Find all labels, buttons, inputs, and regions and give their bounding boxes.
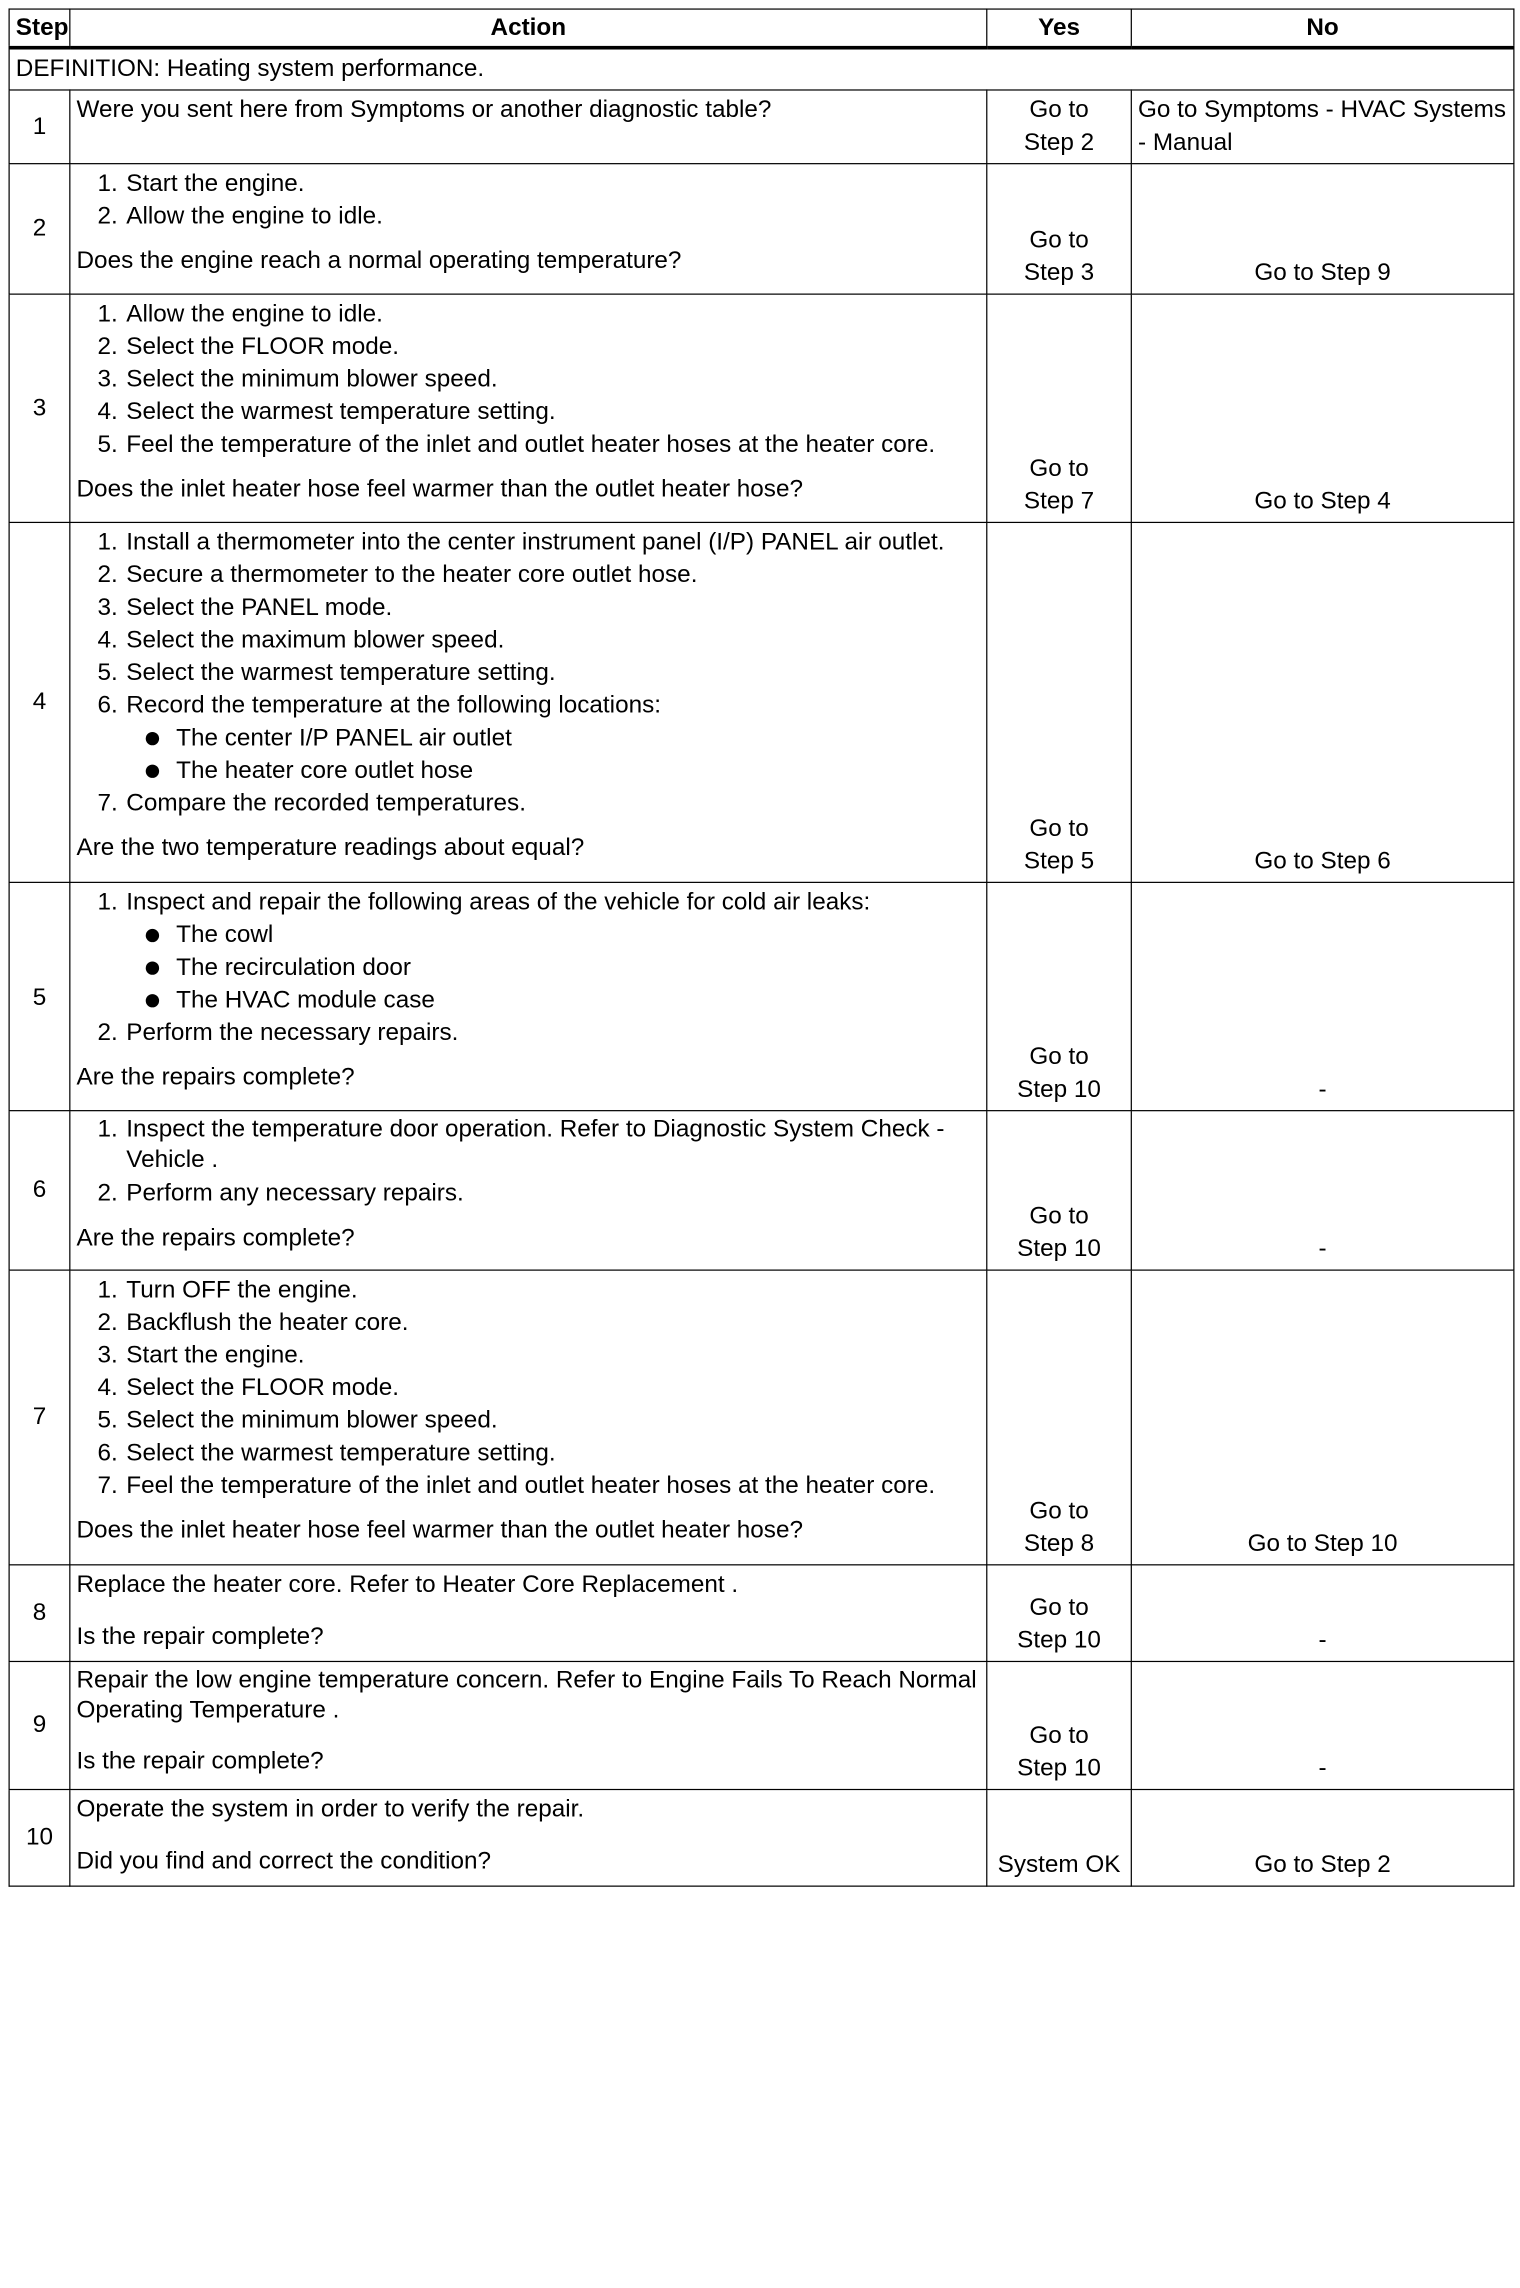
action-text: Were you sent here from Symptoms or another diagnostic table? <box>76 96 772 124</box>
no-cell: - <box>1131 1111 1514 1270</box>
question-text: Does the inlet heater hose feel warmer than the outlet heater hose? <box>76 475 803 503</box>
step-number: 7 <box>9 1270 70 1565</box>
header-step: Step <box>9 9 70 48</box>
question-text: Is the repair complete? <box>76 1623 324 1650</box>
action-text: Repair the low engine temperature concern. Refer to Engine Fails To Reach Normal Operating Temperature . <box>76 1666 977 1724</box>
table-row <box>9 294 1514 522</box>
yes-cell: Go to Step 10 <box>987 1111 1132 1270</box>
yes-cell: Go to Step 10 <box>987 882 1132 1110</box>
no-cell: Go to Symptoms - HVAC Systems - Manual <box>1131 90 1514 164</box>
action-cell <box>70 1111 987 1270</box>
bullet-list <box>126 919 980 1017</box>
yes-cell: Go to Step 10 <box>987 1565 1132 1662</box>
list-item: Feel the temperature of the inlet and outlet heater hoses at the heater core. <box>126 1472 936 1500</box>
no-cell: Go to Step 2 <box>1131 1790 1514 1887</box>
action-cell <box>70 90 987 164</box>
list-item: Select the maximum blower speed. <box>126 626 505 654</box>
header-no: No <box>1131 9 1514 48</box>
bullet-item: The heater core outlet hose <box>143 755 980 788</box>
list-item: Select the minimum blower speed. <box>126 1407 498 1434</box>
action-steps <box>77 1115 981 1210</box>
list-item: Perform the necessary repairs. <box>126 1019 459 1047</box>
table-row <box>9 1790 1514 1887</box>
table-row <box>9 882 1514 1110</box>
question-text: Did you find and correct the condition? <box>76 1848 492 1875</box>
list-item: Secure a thermometer to the heater core outlet hose. <box>126 561 698 589</box>
list-item: Feel the temperature of the inlet and outlet heater hoses at the heater core. <box>126 431 936 458</box>
list-item: Select the warmest temperature setting. <box>126 1439 556 1467</box>
definition-text: DEFINITION: Heating system performance. <box>9 48 1514 90</box>
no-cell: - <box>1131 1565 1514 1662</box>
action-text: Replace the heater core. Refer to Heater Core Replacement . <box>76 1571 739 1599</box>
list-item: Perform any necessary repairs. <box>126 1180 464 1207</box>
question-text: Are the repairs complete? <box>76 1064 355 1091</box>
step-number: 2 <box>9 164 70 294</box>
no-cell: - <box>1131 1661 1514 1789</box>
step-number: 9 <box>9 1661 70 1789</box>
table-row <box>9 90 1514 164</box>
yes-cell: Go to Step 10 <box>987 1661 1132 1789</box>
list-item-text: Record the temperature at the following locations: <box>126 692 661 719</box>
action-steps <box>77 168 981 233</box>
table-row <box>9 1111 1514 1270</box>
action-cell <box>70 882 987 1110</box>
step-number: 1 <box>9 90 70 164</box>
yes-cell: Go to Step 3 <box>987 164 1132 294</box>
list-item: Select the minimum blower speed. <box>126 365 498 393</box>
list-item <box>91 690 980 788</box>
question-text: Is the repair complete? <box>76 1747 324 1775</box>
list-item <box>91 887 980 1017</box>
list-item: Compare the recorded temperatures. <box>126 789 526 817</box>
list-item: Allow the engine to idle. <box>126 202 383 230</box>
bullet-item: The cowl <box>143 919 980 952</box>
no-cell: Go to Step 4 <box>1131 294 1514 522</box>
action-cell <box>70 1790 987 1887</box>
header-yes: Yes <box>987 9 1132 48</box>
list-item: Select the FLOOR mode. <box>126 333 400 360</box>
diagnostic-table <box>9 8 1515 1886</box>
list-item: Inspect the temperature door operation. Refer to Diagnostic System Check - Vehicle . <box>126 1116 945 1173</box>
no-cell: Go to Step 10 <box>1131 1270 1514 1565</box>
yes-cell: Go to Step 2 <box>987 90 1132 164</box>
table-row <box>9 164 1514 294</box>
table-row <box>9 1270 1514 1565</box>
definition-row <box>9 48 1514 90</box>
question-text: Are the repairs complete? <box>76 1224 355 1252</box>
list-item: Allow the engine to idle. <box>126 300 383 328</box>
header-row <box>9 9 1514 48</box>
yes-cell: System OK <box>987 1790 1132 1887</box>
yes-cell: Go to Step 7 <box>987 294 1132 522</box>
yes-cell: Go to Step 8 <box>987 1270 1132 1565</box>
list-item: Select the warmest temperature setting. <box>126 398 556 426</box>
header-action: Action <box>70 9 987 48</box>
list-item: Select the FLOOR mode. <box>126 1374 400 1402</box>
yes-cell: Go to Step 5 <box>987 522 1132 882</box>
step-number: 3 <box>9 294 70 522</box>
action-text: Operate the system in order to verify the repair. <box>76 1796 585 1823</box>
list-item: Select the warmest temperature setting. <box>126 659 556 687</box>
action-cell <box>70 294 987 522</box>
list-item: Backflush the heater core. <box>126 1309 409 1336</box>
question-text: Does the engine reach a normal operating temperature? <box>76 247 682 275</box>
bullet-list <box>126 722 980 787</box>
list-item-text: Inspect and repair the following areas of the vehicle for cold air leaks: <box>126 889 871 916</box>
action-cell <box>70 164 987 294</box>
action-steps <box>77 298 981 461</box>
list-item: Start the engine. <box>126 1341 305 1369</box>
no-cell: Go to Step 6 <box>1131 522 1514 882</box>
action-steps <box>77 1274 981 1502</box>
bullet-item: The HVAC module case <box>143 984 980 1017</box>
action-cell <box>70 1661 987 1789</box>
step-number: 5 <box>9 882 70 1110</box>
action-steps <box>77 887 981 1050</box>
bullet-item: The center I/P PANEL air outlet <box>143 722 980 755</box>
action-cell <box>70 1565 987 1662</box>
action-cell <box>70 522 987 882</box>
step-number: 10 <box>9 1790 70 1887</box>
question-text: Does the inlet heater hose feel warmer than the outlet heater hose? <box>76 1517 803 1544</box>
action-steps <box>77 527 981 821</box>
step-number: 8 <box>9 1565 70 1662</box>
step-number: 4 <box>9 522 70 882</box>
step-number: 6 <box>9 1111 70 1270</box>
table-row <box>9 522 1514 882</box>
action-cell <box>70 1270 987 1565</box>
bullet-item: The recirculation door <box>143 952 980 985</box>
table-row <box>9 1661 1514 1789</box>
list-item: Start the engine. <box>126 170 305 197</box>
no-cell: - <box>1131 882 1514 1110</box>
list-item: Select the PANEL mode. <box>126 594 393 621</box>
question-text: Are the two temperature readings about equal? <box>76 834 585 862</box>
list-item: Turn OFF the engine. <box>126 1276 358 1304</box>
list-item: Install a thermometer into the center instrument panel (I/P) PANEL air outlet. <box>126 529 945 556</box>
no-cell: Go to Step 9 <box>1131 164 1514 294</box>
table-row <box>9 1565 1514 1662</box>
